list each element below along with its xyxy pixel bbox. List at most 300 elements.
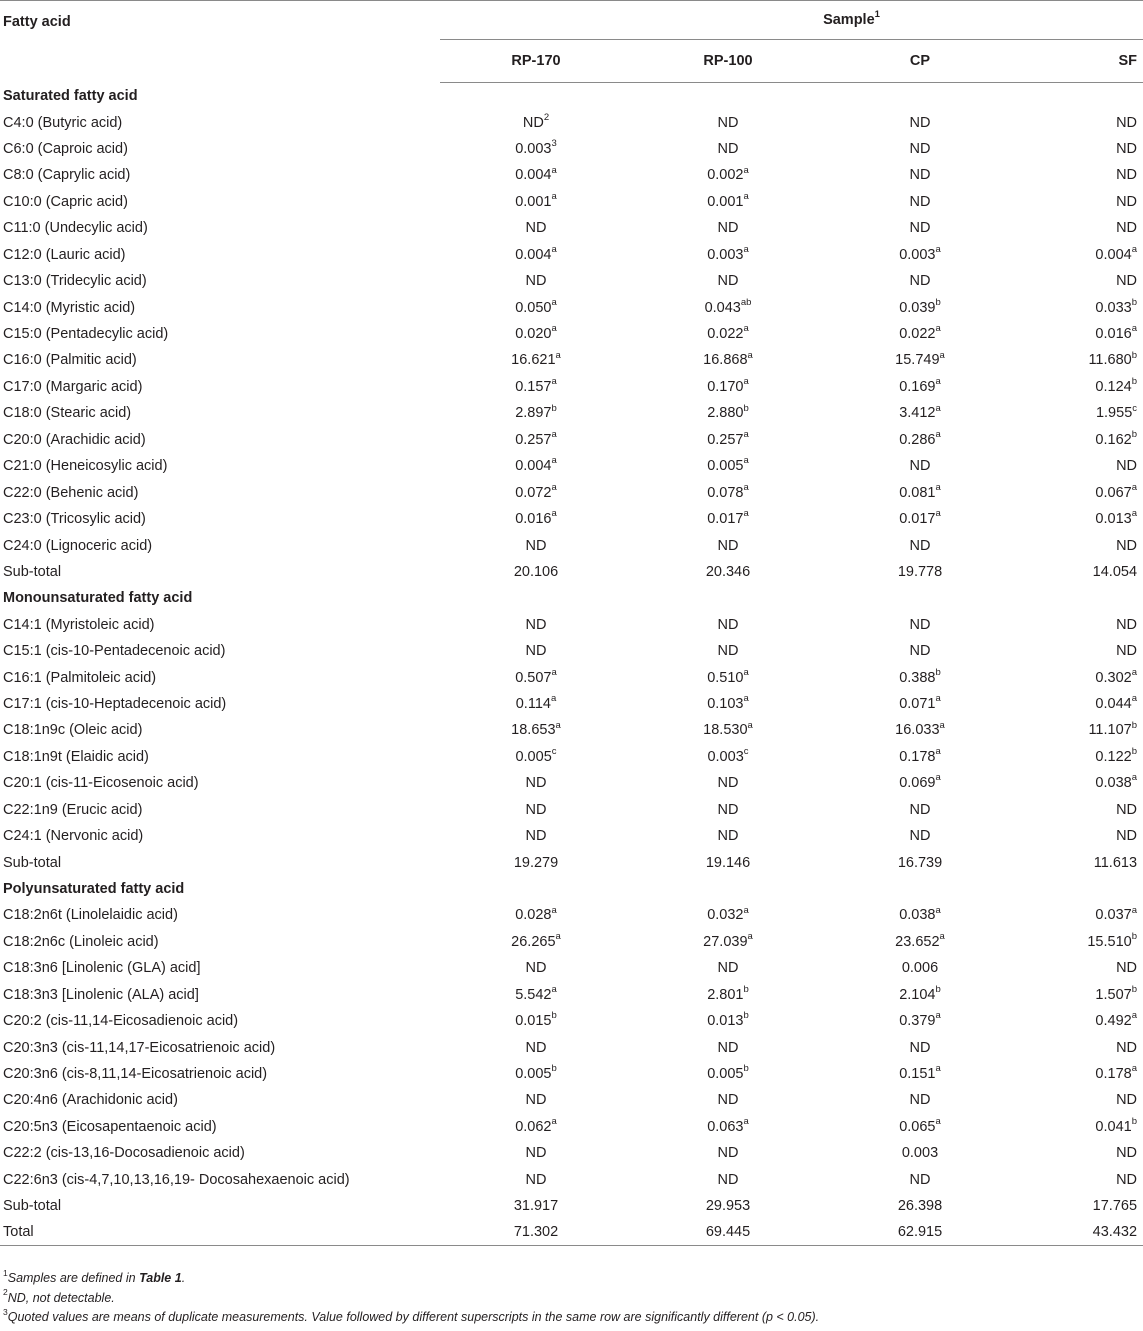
row-label: C21:0 (Heneicosylic acid) xyxy=(3,458,168,475)
cell-value: 0.507 xyxy=(515,669,552,686)
row-label: C4:0 (Butyric acid) xyxy=(3,114,123,131)
cell-value: 20.106 xyxy=(513,563,559,580)
cell-cp xyxy=(824,241,1016,267)
cell-rp100 xyxy=(632,189,824,215)
cell-sf xyxy=(1016,823,1143,849)
cell-sf xyxy=(1016,1193,1143,1219)
cell-value: 3.412 xyxy=(899,405,936,422)
cell-superscript: a xyxy=(743,164,749,176)
cell-value: 0.157 xyxy=(515,378,552,395)
cell-value: ND xyxy=(909,828,931,845)
cell-value: ND xyxy=(1116,537,1138,554)
cell-value: 0.001 xyxy=(707,193,744,210)
cell-value: ND xyxy=(1116,193,1138,210)
cell-value: ND xyxy=(1116,114,1138,131)
cell-value: 0.071 xyxy=(899,696,936,712)
cell-superscript: a xyxy=(743,693,749,705)
cell-rp100 xyxy=(632,374,824,400)
cell-superscript: a xyxy=(935,746,941,758)
cell-value: 0.065 xyxy=(899,1118,936,1135)
cell-superscript: a xyxy=(1131,508,1138,520)
cell-rp170 xyxy=(440,664,632,690)
cell-sf xyxy=(1016,1034,1143,1060)
cell-superscript: a xyxy=(1131,693,1138,705)
table-row xyxy=(0,427,1143,453)
subtotal-row xyxy=(0,1193,1143,1219)
row-label: Sub-total xyxy=(3,563,62,580)
cell-rp170 xyxy=(440,744,632,770)
cell-value: ND xyxy=(525,775,547,792)
cell-superscript: a xyxy=(743,376,749,388)
row-label: C22:0 (Behenic acid) xyxy=(3,484,139,501)
section-header-row xyxy=(0,876,1143,902)
cell-rp170 xyxy=(440,453,632,479)
cell-rp170 xyxy=(440,189,632,215)
cell-sf xyxy=(1016,1087,1143,1113)
cell-cp xyxy=(824,1193,1016,1219)
cell-value: ND xyxy=(717,273,739,290)
cell-cp xyxy=(824,981,1016,1007)
cell-cp xyxy=(824,955,1016,981)
cell-rp170 xyxy=(440,1034,632,1060)
cell-sf xyxy=(1016,611,1143,637)
cell-value: ND xyxy=(1116,643,1138,660)
table-row xyxy=(0,1087,1143,1113)
row-label: C13:0 (Tridecylic acid) xyxy=(3,273,147,290)
cell-rp100 xyxy=(632,1008,824,1034)
row-label: C16:1 (Palmitoleic acid) xyxy=(3,669,157,686)
cell-rp170 xyxy=(440,136,632,162)
cell-rp170 xyxy=(440,955,632,981)
cell-cp xyxy=(824,294,1016,320)
cell-rp100 xyxy=(632,1140,824,1166)
cell-rp170 xyxy=(440,241,632,267)
row-label: C14:1 (Myristoleic acid) xyxy=(3,616,155,633)
cell-value: 15.510 xyxy=(1087,933,1132,950)
cell-superscript: ab xyxy=(740,296,752,308)
cell-superscript: a xyxy=(551,164,557,176)
cell-value: 2.104 xyxy=(899,986,936,1003)
cell-value: ND xyxy=(717,828,739,845)
cell-superscript: a xyxy=(747,719,753,731)
cell-superscript: a xyxy=(1131,243,1138,255)
cell-rp100 xyxy=(632,400,824,426)
table-row xyxy=(0,347,1143,373)
cell-value: 0.169 xyxy=(899,378,936,395)
table-row xyxy=(0,294,1143,320)
column-header-rp170: RP-170 xyxy=(440,40,632,83)
cell-value: 0.003 xyxy=(707,246,744,263)
row-label: C15:1 (cis-10-Pentadecenoic acid) xyxy=(3,643,226,660)
cell-cp xyxy=(824,638,1016,664)
cell-value: ND xyxy=(909,801,931,818)
section-title: Monounsaturated fatty acid xyxy=(3,590,193,607)
cell-value: 0.005 xyxy=(515,748,552,765)
cell-superscript: a xyxy=(1131,323,1138,335)
cell-superscript: a xyxy=(939,930,945,942)
table-row xyxy=(0,1034,1143,1060)
cell-sf xyxy=(1016,717,1143,743)
cell-cp xyxy=(824,1219,1016,1246)
row-label: C14:0 (Myristic acid) xyxy=(3,299,136,316)
cell-value: 18.530 xyxy=(703,722,748,739)
table-row xyxy=(0,955,1143,981)
cell-cp xyxy=(824,664,1016,690)
table-row xyxy=(0,981,1143,1007)
cell-value: ND xyxy=(909,193,931,210)
cell-value: ND xyxy=(1116,801,1138,818)
cell-value: 0.022 xyxy=(899,326,936,343)
cell-rp100 xyxy=(632,1061,824,1087)
cell-value: ND xyxy=(717,1171,739,1188)
cell-rp100 xyxy=(632,506,824,532)
cell-cp xyxy=(824,1061,1016,1087)
cell-superscript: a xyxy=(743,323,749,335)
cell-sf xyxy=(1016,532,1143,558)
table-row xyxy=(0,797,1143,823)
cell-rp170 xyxy=(440,400,632,426)
cell-value: 31.917 xyxy=(513,1198,559,1215)
cell-superscript: c xyxy=(743,746,749,758)
row-label: C10:0 (Capric acid) xyxy=(3,193,128,210)
cell-sf xyxy=(1016,955,1143,981)
cell-value: 0.151 xyxy=(899,1065,936,1082)
footnotes xyxy=(3,1269,819,1328)
cell-value: 26.398 xyxy=(897,1198,943,1215)
section-header-row xyxy=(0,585,1143,611)
cell-superscript: a xyxy=(1131,1010,1138,1022)
cell-rp170 xyxy=(440,1193,632,1219)
cell-sf xyxy=(1016,744,1143,770)
cell-value: ND xyxy=(1116,1145,1138,1162)
row-label: C20:2 (cis-11,14-Eicosadienoic acid) xyxy=(3,1013,239,1030)
cell-rp100 xyxy=(632,241,824,267)
cell-value: 0.003 xyxy=(901,1145,939,1162)
row-label: C18:0 (Stearic acid) xyxy=(3,405,132,422)
cell-value: 0.178 xyxy=(899,748,936,765)
cell-superscript: a xyxy=(935,323,941,335)
cell-rp100 xyxy=(632,294,824,320)
cell-cp xyxy=(824,136,1016,162)
cell-rp100 xyxy=(632,427,824,453)
cell-cp xyxy=(824,189,1016,215)
cell-value: 16.621 xyxy=(511,352,556,369)
cell-value: 23.652 xyxy=(895,933,940,950)
cell-value: 0.004 xyxy=(515,167,552,184)
cell-superscript: 2 xyxy=(543,111,550,123)
cell-sf xyxy=(1016,136,1143,162)
cell-rp170 xyxy=(440,823,632,849)
footnote-1: $^1$Samples are defined in Table 1. xyxy=(3,1267,186,1285)
cell-value: 62.915 xyxy=(897,1224,943,1241)
cell-rp170 xyxy=(440,506,632,532)
cell-rp170 xyxy=(440,611,632,637)
cell-rp170 xyxy=(440,1008,632,1034)
cell-value: ND xyxy=(525,828,547,845)
cell-superscript: c xyxy=(1132,402,1138,414)
cell-superscript: b xyxy=(551,1010,557,1022)
cell-value: ND xyxy=(717,140,739,157)
cell-superscript: a xyxy=(935,508,941,520)
cell-superscript: a xyxy=(743,455,749,467)
cell-superscript: a xyxy=(935,904,941,916)
cell-cp xyxy=(824,1008,1016,1034)
cell-cp xyxy=(824,559,1016,585)
cell-value: ND xyxy=(909,1171,931,1188)
table-row xyxy=(0,109,1143,135)
footnote-2: $^2$ND, not detectable. xyxy=(3,1287,115,1305)
row-label: C18:2n6t (Linolelaidic acid) xyxy=(3,907,178,924)
cell-superscript: a xyxy=(555,719,561,731)
cell-value: 0.069 xyxy=(899,775,936,792)
cell-sf xyxy=(1016,797,1143,823)
subtotal-row xyxy=(0,559,1143,585)
cell-superscript: a xyxy=(551,983,557,995)
cell-value: 0.001 xyxy=(515,193,552,210)
cell-sf xyxy=(1016,1140,1143,1166)
cell-superscript: b xyxy=(551,402,557,414)
cell-value: 0.286 xyxy=(899,431,936,448)
cell-rp100 xyxy=(632,215,824,241)
cell-rp100 xyxy=(632,532,824,558)
cell-sf xyxy=(1016,691,1143,717)
cell-value: ND xyxy=(525,273,547,290)
cell-superscript: b xyxy=(551,1063,557,1075)
cell-superscript: a xyxy=(743,666,749,678)
table-row xyxy=(0,532,1143,558)
cell-value: 16.868 xyxy=(703,352,748,369)
cell-value: ND xyxy=(525,1145,547,1162)
cell-sf xyxy=(1016,479,1143,505)
cell-sf xyxy=(1016,453,1143,479)
cell-superscript: a xyxy=(935,1116,941,1128)
row-label: C20:4n6 (Arachidonic acid) xyxy=(3,1092,178,1109)
cell-value: 0.162 xyxy=(1095,431,1132,448)
cell-sf xyxy=(1016,902,1143,928)
cell-superscript: b xyxy=(935,666,941,678)
cell-superscript: a xyxy=(935,481,941,493)
cell-value: 0.013 xyxy=(707,1013,744,1030)
cell-rp170 xyxy=(440,717,632,743)
header-row-1 xyxy=(0,1,1143,40)
row-label: C24:0 (Lignoceric acid) xyxy=(3,537,153,554)
row-label: C12:0 (Lauric acid) xyxy=(3,246,126,263)
cell-value: ND xyxy=(717,1145,739,1162)
section-title: Saturated fatty acid xyxy=(3,88,138,105)
cell-superscript: a xyxy=(743,191,749,202)
row-label: C16:0 (Palmitic acid) xyxy=(3,352,137,369)
cell-superscript: b xyxy=(1131,719,1138,731)
cell-cp xyxy=(824,849,1016,875)
table-row xyxy=(0,691,1143,717)
row-label: C6:0 (Caproic acid) xyxy=(3,140,128,157)
cell-value: 71.302 xyxy=(513,1224,559,1241)
cell-sf xyxy=(1016,1061,1143,1087)
cell-value: 0.078 xyxy=(707,484,744,501)
cell-value: ND xyxy=(909,1092,931,1109)
row-label: C18:1n9t (Elaidic acid) xyxy=(3,748,149,765)
cell-rp100 xyxy=(632,823,824,849)
cell-sf xyxy=(1016,241,1143,267)
cell-superscript: b xyxy=(743,1010,749,1022)
cell-cp xyxy=(824,268,1016,294)
cell-rp170 xyxy=(440,691,632,717)
cell-superscript: a xyxy=(935,1063,941,1075)
cell-cp xyxy=(824,1034,1016,1060)
cell-superscript: a xyxy=(935,693,941,705)
cell-rp100 xyxy=(632,268,824,294)
cell-value: 0.004 xyxy=(515,246,552,263)
table-row xyxy=(0,902,1143,928)
cell-value: 16.033 xyxy=(895,722,940,739)
cell-value: 19.279 xyxy=(513,854,559,871)
cell-value: 19.146 xyxy=(705,854,751,871)
table-row xyxy=(0,268,1143,294)
cell-sf xyxy=(1016,400,1143,426)
row-label: C17:1 (cis-10-Heptadecenoic acid) xyxy=(3,696,227,712)
cell-value: 0.124 xyxy=(1095,378,1132,395)
cell-superscript: b xyxy=(1131,296,1138,308)
cell-cp xyxy=(824,770,1016,796)
cell-value: 11.107 xyxy=(1088,722,1132,739)
section-header-row xyxy=(0,83,1143,110)
cell-superscript: a xyxy=(551,666,557,678)
cell-superscript: a xyxy=(935,376,941,388)
cell-rp100 xyxy=(632,902,824,928)
cell-value: ND xyxy=(1116,220,1138,237)
cell-value: 0.038 xyxy=(899,907,936,924)
cell-cp xyxy=(824,374,1016,400)
row-label: C18:3n6 [Linolenic (GLA) acid] xyxy=(3,960,201,977)
cell-value: 0.379 xyxy=(899,1013,936,1030)
cell-value: ND xyxy=(1116,458,1138,475)
cell-cp xyxy=(824,1087,1016,1113)
cell-cp xyxy=(824,744,1016,770)
cell-value: ND xyxy=(717,537,739,554)
row-label: C23:0 (Tricosylic acid) xyxy=(3,511,146,528)
cell-superscript: b xyxy=(1131,930,1138,942)
cell-value: 0.005 xyxy=(707,458,744,475)
cell-value: ND xyxy=(525,537,547,554)
fatty-acid-header: Fatty acid xyxy=(0,1,440,83)
cell-value: 0.063 xyxy=(707,1118,744,1135)
cell-rp170 xyxy=(440,162,632,188)
cell-rp100 xyxy=(632,453,824,479)
cell-value: 19.778 xyxy=(897,563,943,580)
cell-sf xyxy=(1016,1008,1143,1034)
table-row xyxy=(0,241,1143,267)
cell-sf xyxy=(1016,664,1143,690)
cell-value: 0.016 xyxy=(1095,326,1132,343)
cell-superscript: a xyxy=(551,508,557,520)
cell-rp170 xyxy=(440,347,632,373)
cell-cp xyxy=(824,717,1016,743)
cell-rp170 xyxy=(440,215,632,241)
cell-value: 0.257 xyxy=(515,431,552,448)
cell-value: ND xyxy=(525,1171,547,1188)
cell-rp100 xyxy=(632,638,824,664)
table-body xyxy=(0,83,1143,1246)
cell-value: 0.302 xyxy=(1095,669,1132,686)
row-label: C20:1 (cis-11-Eicosenoic acid) xyxy=(3,775,199,792)
cell-cp xyxy=(824,929,1016,955)
cell-value: ND xyxy=(1116,167,1138,184)
row-label: C22:1n9 (Erucic acid) xyxy=(3,801,143,818)
cell-value: 1.955 xyxy=(1095,405,1133,422)
cell-cp xyxy=(824,479,1016,505)
cell-sf xyxy=(1016,215,1143,241)
cell-value: 0.004 xyxy=(515,458,552,475)
cell-value: 0.170 xyxy=(707,378,744,395)
table-row xyxy=(0,1061,1143,1087)
total-row xyxy=(0,1219,1143,1246)
cell-cp xyxy=(824,611,1016,637)
cell-superscript: a xyxy=(551,323,557,335)
cell-superscript: a xyxy=(935,243,941,255)
cell-value: 18.653 xyxy=(511,722,556,739)
cell-rp170 xyxy=(440,929,632,955)
table-row xyxy=(0,929,1143,955)
cell-value: 0.028 xyxy=(515,907,552,924)
cell-value: 69.445 xyxy=(705,1224,751,1241)
cell-superscript: a xyxy=(551,904,557,916)
cell-rp170 xyxy=(440,1167,632,1193)
cell-value: 0.015 xyxy=(515,1013,552,1030)
cell-value: ND xyxy=(717,616,739,633)
cell-superscript: b xyxy=(935,983,941,995)
cell-value: ND xyxy=(1116,1092,1138,1109)
cell-superscript: a xyxy=(743,481,749,493)
row-label: Sub-total xyxy=(3,1198,62,1215)
cell-cp xyxy=(824,823,1016,849)
row-label: C20:5n3 (Eicosapentaenoic acid) xyxy=(3,1118,217,1135)
table-row xyxy=(0,717,1143,743)
cell-sf xyxy=(1016,1167,1143,1193)
cell-rp170 xyxy=(440,1061,632,1087)
cell-sf xyxy=(1016,321,1143,347)
cell-value: 0.022 xyxy=(707,326,744,343)
cell-superscript: a xyxy=(551,428,557,440)
cell-rp100 xyxy=(632,744,824,770)
table-row xyxy=(0,136,1143,162)
row-label: C18:1n9c (Oleic acid) xyxy=(3,722,143,739)
cell-value: 0.062 xyxy=(515,1118,552,1135)
cell-superscript: a xyxy=(935,1010,941,1022)
table-row xyxy=(0,638,1143,664)
column-header-rp100: RP-100 xyxy=(632,40,824,83)
cell-value: 14.054 xyxy=(1092,563,1138,580)
cell-superscript: 3 xyxy=(551,138,557,150)
cell-value: 16.739 xyxy=(897,854,943,871)
cell-superscript: a xyxy=(551,243,557,255)
cell-superscript: b xyxy=(1131,428,1138,440)
cell-value: 0.103 xyxy=(707,696,744,712)
row-label: C22:2 (cis-13,16-Docosadienoic acid) xyxy=(3,1145,245,1162)
cell-rp170 xyxy=(440,902,632,928)
cell-superscript: a xyxy=(743,243,749,255)
cell-superscript: a xyxy=(551,191,557,202)
row-label: C20:0 (Arachidic acid) xyxy=(3,431,146,448)
cell-value: 0.002 xyxy=(707,167,744,184)
cell-rp100 xyxy=(632,1219,824,1246)
cell-sf xyxy=(1016,559,1143,585)
cell-cp xyxy=(824,691,1016,717)
cell-value: ND xyxy=(909,140,931,157)
cell-superscript: a xyxy=(935,772,941,784)
cell-value: 29.953 xyxy=(705,1198,751,1215)
cell-value: ND xyxy=(909,537,931,554)
cell-value: ND xyxy=(909,114,931,131)
